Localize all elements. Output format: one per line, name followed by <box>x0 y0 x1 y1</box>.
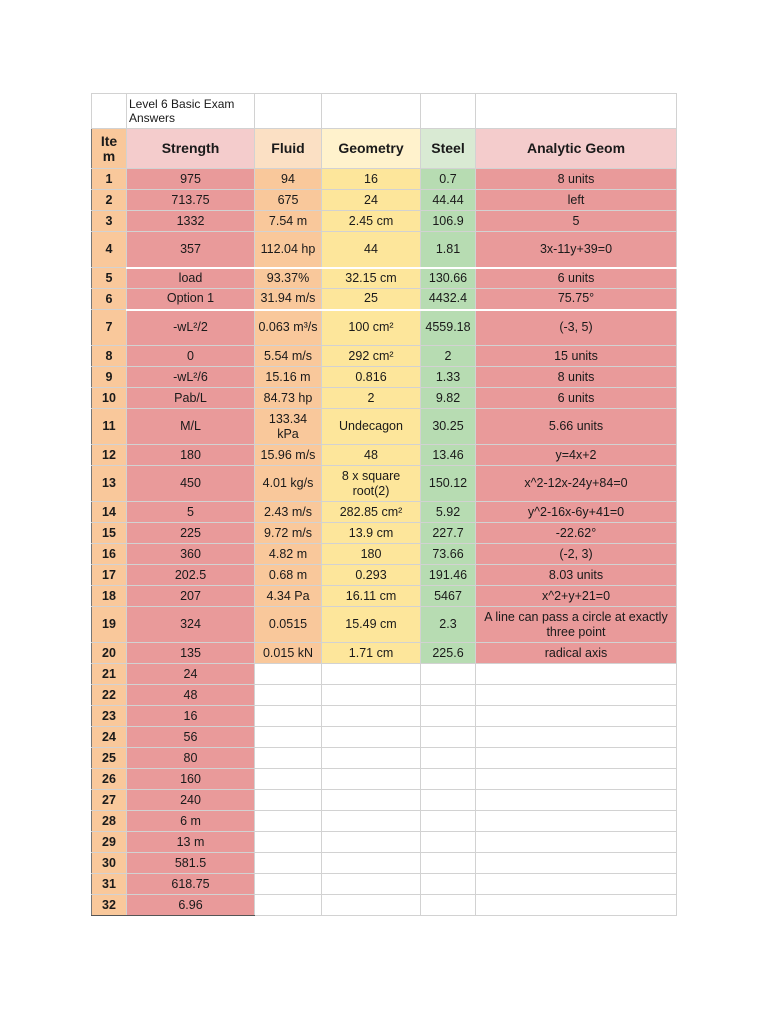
analytic-geom-cell <box>476 769 677 790</box>
analytic-geom-cell: y^2-16x-6y+41=0 <box>476 502 677 523</box>
strength-cell: load <box>127 268 255 289</box>
table-row <box>92 664 677 685</box>
strength-cell: 207 <box>127 586 255 607</box>
sheet-title: Level 6 Basic Exam Answers <box>127 94 255 129</box>
fluid-cell <box>255 853 322 874</box>
steel-cell <box>421 874 476 895</box>
fluid-cell <box>255 874 322 895</box>
geometry-cell: 2 <box>322 388 421 409</box>
fluid-cell: 5.54 m/s <box>255 346 322 367</box>
geometry-cell <box>322 832 421 853</box>
strength-cell: 713.75 <box>127 190 255 211</box>
fluid-cell <box>255 769 322 790</box>
analytic-geom-cell: 8 units <box>476 169 677 190</box>
table-row <box>92 853 677 874</box>
fluid-cell <box>255 895 322 916</box>
fluid-cell <box>255 790 322 811</box>
steel-cell: 2 <box>421 346 476 367</box>
strength-cell: 180 <box>127 445 255 466</box>
steel-cell <box>421 895 476 916</box>
table-row <box>92 727 677 748</box>
item-number-cell: 26 <box>92 769 127 790</box>
header-item: Ite m <box>92 129 127 169</box>
steel-cell: 30.25 <box>421 409 476 445</box>
fluid-cell: 4.82 m <box>255 544 322 565</box>
geometry-cell: 25 <box>322 289 421 310</box>
strength-cell: 581.5 <box>127 853 255 874</box>
strength-cell: 6 m <box>127 811 255 832</box>
analytic-geom-cell: left <box>476 190 677 211</box>
geometry-cell: 0.293 <box>322 565 421 586</box>
fluid-cell: 93.37% <box>255 268 322 289</box>
blank-cell <box>322 94 421 129</box>
fluid-cell <box>255 727 322 748</box>
steel-cell: 106.9 <box>421 211 476 232</box>
steel-cell <box>421 811 476 832</box>
table-row <box>92 289 677 310</box>
strength-cell: 225 <box>127 523 255 544</box>
table-row <box>92 790 677 811</box>
item-number-cell: 32 <box>92 895 127 916</box>
analytic-geom-cell <box>476 748 677 769</box>
blank-cell <box>476 94 677 129</box>
geometry-cell: 1.71 cm <box>322 643 421 664</box>
analytic-geom-cell: x^2-12x-24y+84=0 <box>476 466 677 502</box>
geometry-cell: 8 x square root(2) <box>322 466 421 502</box>
strength-cell: 618.75 <box>127 874 255 895</box>
analytic-geom-cell: 15 units <box>476 346 677 367</box>
analytic-geom-cell: 6 units <box>476 268 677 289</box>
table-row <box>92 268 677 289</box>
item-number-cell: 18 <box>92 586 127 607</box>
geometry-cell <box>322 853 421 874</box>
item-number-cell: 27 <box>92 790 127 811</box>
steel-cell: 44.44 <box>421 190 476 211</box>
analytic-geom-cell: radical axis <box>476 643 677 664</box>
steel-cell <box>421 727 476 748</box>
item-number-cell: 9 <box>92 367 127 388</box>
analytic-geom-cell: (-3, 5) <box>476 310 677 346</box>
table-row <box>92 346 677 367</box>
geometry-cell <box>322 790 421 811</box>
steel-cell: 73.66 <box>421 544 476 565</box>
strength-cell: 160 <box>127 769 255 790</box>
geometry-cell: 15.49 cm <box>322 607 421 643</box>
steel-cell <box>421 769 476 790</box>
strength-cell: 13 m <box>127 832 255 853</box>
strength-cell: 202.5 <box>127 565 255 586</box>
header-geometry: Geometry <box>322 129 421 169</box>
geometry-cell <box>322 769 421 790</box>
geometry-cell <box>322 706 421 727</box>
analytic-geom-cell: 75.75° <box>476 289 677 310</box>
item-number-cell: 6 <box>92 289 127 310</box>
analytic-geom-cell <box>476 832 677 853</box>
item-number-cell: 4 <box>92 232 127 268</box>
fluid-cell: 15.96 m/s <box>255 445 322 466</box>
item-number-cell: 14 <box>92 502 127 523</box>
header-analytic-geom: Analytic Geom <box>476 129 677 169</box>
steel-cell: 1.81 <box>421 232 476 268</box>
table-row <box>92 685 677 706</box>
title-row <box>92 94 677 129</box>
analytic-geom-cell <box>476 895 677 916</box>
geometry-cell: 180 <box>322 544 421 565</box>
blank-cell <box>421 94 476 129</box>
geometry-cell: 282.85 cm² <box>322 502 421 523</box>
fluid-cell <box>255 832 322 853</box>
strength-cell: 56 <box>127 727 255 748</box>
table-row <box>92 310 677 346</box>
item-number-cell: 29 <box>92 832 127 853</box>
analytic-geom-cell: -22.62° <box>476 523 677 544</box>
steel-cell: 4559.18 <box>421 310 476 346</box>
item-number-cell: 15 <box>92 523 127 544</box>
fluid-cell: 133.34 kPa <box>255 409 322 445</box>
item-number-cell: 17 <box>92 565 127 586</box>
fluid-cell: 112.04 hp <box>255 232 322 268</box>
geometry-cell: 32.15 cm <box>322 268 421 289</box>
fluid-cell <box>255 811 322 832</box>
item-number-cell: 21 <box>92 664 127 685</box>
item-number-cell: 11 <box>92 409 127 445</box>
geometry-cell: 16 <box>322 169 421 190</box>
analytic-geom-cell: 8 units <box>476 367 677 388</box>
table-row <box>92 874 677 895</box>
header-steel: Steel <box>421 129 476 169</box>
item-number-cell: 22 <box>92 685 127 706</box>
fluid-cell: 7.54 m <box>255 211 322 232</box>
steel-cell: 2.3 <box>421 607 476 643</box>
geometry-cell <box>322 874 421 895</box>
strength-cell: 6.96 <box>127 895 255 916</box>
fluid-cell <box>255 664 322 685</box>
analytic-geom-cell: x^2+y+21=0 <box>476 586 677 607</box>
item-number-cell: 5 <box>92 268 127 289</box>
analytic-geom-cell <box>476 790 677 811</box>
steel-cell: 150.12 <box>421 466 476 502</box>
table-row <box>92 169 677 190</box>
item-number-cell: 12 <box>92 445 127 466</box>
item-number-cell: 3 <box>92 211 127 232</box>
geometry-cell <box>322 811 421 832</box>
table-row <box>92 232 677 268</box>
blank-cell <box>255 94 322 129</box>
analytic-geom-cell <box>476 685 677 706</box>
table-row <box>92 565 677 586</box>
item-number-cell: 8 <box>92 346 127 367</box>
fluid-cell: 0.68 m <box>255 565 322 586</box>
fluid-cell: 94 <box>255 169 322 190</box>
strength-cell: 1332 <box>127 211 255 232</box>
analytic-geom-cell: 5.66 units <box>476 409 677 445</box>
fluid-cell: 675 <box>255 190 322 211</box>
fluid-cell: 2.43 m/s <box>255 502 322 523</box>
steel-cell: 225.6 <box>421 643 476 664</box>
fluid-cell: 0.063 m³/s <box>255 310 322 346</box>
strength-cell: Option 1 <box>127 289 255 310</box>
fluid-cell <box>255 706 322 727</box>
item-number-cell: 1 <box>92 169 127 190</box>
analytic-geom-cell: A line can pass a circle at exactly three point <box>476 607 677 643</box>
strength-cell: 357 <box>127 232 255 268</box>
item-number-cell: 2 <box>92 190 127 211</box>
steel-cell <box>421 685 476 706</box>
strength-cell: 450 <box>127 466 255 502</box>
steel-cell <box>421 853 476 874</box>
item-number-cell: 13 <box>92 466 127 502</box>
geometry-cell: 13.9 cm <box>322 523 421 544</box>
analytic-geom-cell: 6 units <box>476 388 677 409</box>
steel-cell: 130.66 <box>421 268 476 289</box>
geometry-cell <box>322 664 421 685</box>
steel-cell <box>421 706 476 727</box>
analytic-geom-cell <box>476 874 677 895</box>
table-row <box>92 502 677 523</box>
geometry-cell: 44 <box>322 232 421 268</box>
item-number-cell: 25 <box>92 748 127 769</box>
item-number-cell: 24 <box>92 727 127 748</box>
analytic-geom-cell <box>476 664 677 685</box>
table-row <box>92 895 677 916</box>
table-row <box>92 523 677 544</box>
table-row <box>92 832 677 853</box>
table-row <box>92 445 677 466</box>
table-row <box>92 607 677 643</box>
item-number-cell: 31 <box>92 874 127 895</box>
steel-cell: 5.92 <box>421 502 476 523</box>
strength-cell: 0 <box>127 346 255 367</box>
item-number-cell: 23 <box>92 706 127 727</box>
blank-cell <box>92 94 127 129</box>
fluid-cell: 84.73 hp <box>255 388 322 409</box>
analytic-geom-cell <box>476 727 677 748</box>
header-row <box>92 129 677 169</box>
analytic-geom-cell: (-2, 3) <box>476 544 677 565</box>
item-number-cell: 28 <box>92 811 127 832</box>
geometry-cell: Undecagon <box>322 409 421 445</box>
analytic-geom-cell <box>476 853 677 874</box>
table-row <box>92 211 677 232</box>
strength-cell: 48 <box>127 685 255 706</box>
steel-cell <box>421 748 476 769</box>
strength-cell: 975 <box>127 169 255 190</box>
table-row <box>92 190 677 211</box>
table-row <box>92 367 677 388</box>
steel-cell: 13.46 <box>421 445 476 466</box>
geometry-cell <box>322 748 421 769</box>
answers-table <box>91 93 677 916</box>
analytic-geom-cell <box>476 811 677 832</box>
steel-cell: 9.82 <box>421 388 476 409</box>
fluid-cell: 4.34 Pa <box>255 586 322 607</box>
geometry-cell: 292 cm² <box>322 346 421 367</box>
analytic-geom-cell <box>476 706 677 727</box>
fluid-cell: 9.72 m/s <box>255 523 322 544</box>
steel-cell: 0.7 <box>421 169 476 190</box>
item-number-cell: 10 <box>92 388 127 409</box>
item-number-cell: 19 <box>92 607 127 643</box>
table-row <box>92 748 677 769</box>
item-number-cell: 7 <box>92 310 127 346</box>
fluid-cell: 0.015 kN <box>255 643 322 664</box>
table-row <box>92 388 677 409</box>
table-row <box>92 409 677 445</box>
geometry-cell: 16.11 cm <box>322 586 421 607</box>
steel-cell: 5467 <box>421 586 476 607</box>
item-number-cell: 16 <box>92 544 127 565</box>
geometry-cell: 24 <box>322 190 421 211</box>
fluid-cell <box>255 685 322 706</box>
analytic-geom-cell: y=4x+2 <box>476 445 677 466</box>
strength-cell: 80 <box>127 748 255 769</box>
strength-cell: M/L <box>127 409 255 445</box>
analytic-geom-cell: 8.03 units <box>476 565 677 586</box>
strength-cell: 240 <box>127 790 255 811</box>
table-row <box>92 544 677 565</box>
geometry-cell <box>322 685 421 706</box>
strength-cell: Pab/L <box>127 388 255 409</box>
steel-cell: 227.7 <box>421 523 476 544</box>
table-row <box>92 643 677 664</box>
fluid-cell: 4.01 kg/s <box>255 466 322 502</box>
item-number-cell: 20 <box>92 643 127 664</box>
table-row <box>92 769 677 790</box>
fluid-cell: 15.16 m <box>255 367 322 388</box>
steel-cell: 4432.4 <box>421 289 476 310</box>
steel-cell: 191.46 <box>421 565 476 586</box>
strength-cell: -wL²/6 <box>127 367 255 388</box>
table-row <box>92 586 677 607</box>
strength-cell: 16 <box>127 706 255 727</box>
geometry-cell <box>322 895 421 916</box>
geometry-cell: 0.816 <box>322 367 421 388</box>
analytic-geom-cell: 5 <box>476 211 677 232</box>
table-row <box>92 706 677 727</box>
geometry-cell: 100 cm² <box>322 310 421 346</box>
fluid-cell <box>255 748 322 769</box>
analytic-geom-cell: 3x-11y+39=0 <box>476 232 677 268</box>
steel-cell: 1.33 <box>421 367 476 388</box>
fluid-cell: 0.0515 <box>255 607 322 643</box>
strength-cell: 135 <box>127 643 255 664</box>
item-number-cell: 30 <box>92 853 127 874</box>
strength-cell: 24 <box>127 664 255 685</box>
strength-cell: 324 <box>127 607 255 643</box>
fluid-cell: 31.94 m/s <box>255 289 322 310</box>
table-row <box>92 466 677 502</box>
strength-cell: 360 <box>127 544 255 565</box>
header-strength: Strength <box>127 129 255 169</box>
header-fluid: Fluid <box>255 129 322 169</box>
steel-cell <box>421 664 476 685</box>
geometry-cell: 2.45 cm <box>322 211 421 232</box>
strength-cell: -wL²/2 <box>127 310 255 346</box>
steel-cell <box>421 832 476 853</box>
table-row <box>92 811 677 832</box>
geometry-cell: 48 <box>322 445 421 466</box>
geometry-cell <box>322 727 421 748</box>
steel-cell <box>421 790 476 811</box>
strength-cell: 5 <box>127 502 255 523</box>
